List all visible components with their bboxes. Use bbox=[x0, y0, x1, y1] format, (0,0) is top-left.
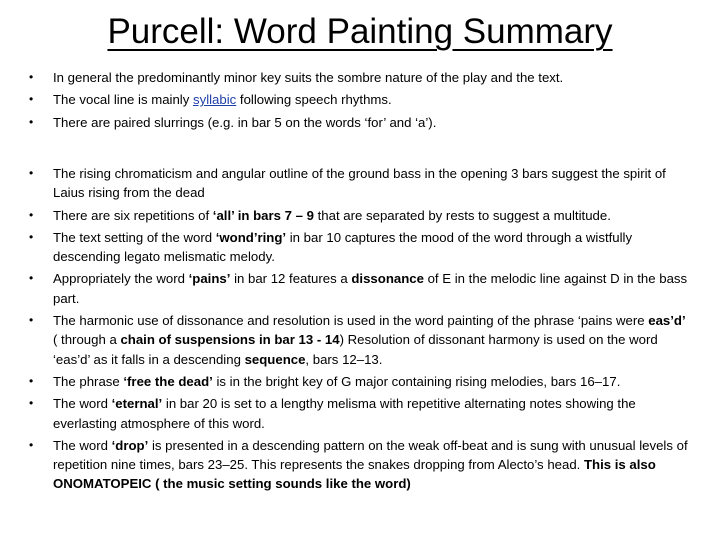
text-run: in bar 20 is set to a lengthy melisma with repetitive alternating notes showing the everlasting atmosphere of this word. bbox=[53, 396, 636, 431]
item-text bbox=[53, 313, 686, 367]
text-run: There are paired slurrings (e.g. in bar 5 on the words ‘for’ and ‘a’). bbox=[53, 114, 437, 130]
item-text bbox=[53, 92, 392, 107]
emphasis-text: ‘drop’ bbox=[111, 437, 149, 453]
bullet-icon: • bbox=[29, 207, 34, 222]
text-run: following speech rhythms. bbox=[236, 92, 392, 108]
bullet-icon: • bbox=[29, 313, 34, 328]
text-run: is in the bright key of G major containing rising melodies, bars 16–17. bbox=[212, 373, 621, 389]
list-item bbox=[29, 269, 689, 308]
text-run: The word bbox=[53, 437, 112, 453]
list-item bbox=[29, 113, 689, 132]
emphasis-text: ‘all’ in bars 7 – 9 bbox=[212, 207, 314, 223]
emphasis-text: sequence bbox=[244, 351, 306, 367]
text-run: in bar 12 features a bbox=[230, 271, 352, 287]
emphasis-text: dissonance bbox=[351, 271, 424, 287]
text-run: of E in the melodic line against D in the bass part. bbox=[53, 271, 688, 306]
text-run: There are six repetitions of bbox=[53, 207, 213, 223]
text-run: , bars 12–13. bbox=[305, 351, 383, 367]
item-text bbox=[53, 208, 611, 223]
list-item bbox=[29, 164, 689, 203]
emphasis-text: ‘free the dead’ bbox=[123, 373, 213, 389]
list-item bbox=[29, 228, 689, 267]
text-run: Appropriately the word bbox=[53, 271, 189, 287]
text-run: ) Resolution of dissonant harmony is used on the word ‘eas’d’ as it falls in a descending bbox=[53, 332, 658, 367]
hyperlink[interactable]: syllabic bbox=[193, 92, 237, 108]
text-run: The harmonic use of dissonance and resolution is used in the word painting of the phrase ‘pains were bbox=[53, 313, 649, 329]
bullet-icon: • bbox=[29, 396, 34, 411]
list-item bbox=[29, 372, 689, 391]
bullet-icon: • bbox=[29, 271, 34, 286]
emphasis-text: ‘pains’ bbox=[188, 271, 231, 287]
item-text bbox=[53, 115, 436, 130]
text-run: The text setting of the word bbox=[53, 229, 216, 245]
text-run: that are separated by rests to suggest a multitude. bbox=[313, 207, 611, 223]
bullet-icon: • bbox=[29, 437, 34, 452]
item-text bbox=[53, 271, 687, 305]
bullet-list-details bbox=[29, 164, 689, 497]
list-item bbox=[29, 206, 689, 225]
emphasis-text: chain of suspensions in bar 13 - 14 bbox=[120, 332, 340, 348]
text-run: The rising chromaticism and angular outline of the ground bass in the opening 3 bars suggest the spirit of Laius rising from the dead bbox=[53, 166, 666, 201]
text-run: The phrase bbox=[53, 373, 124, 389]
item-text bbox=[53, 166, 666, 200]
text-run: The word bbox=[53, 396, 112, 412]
bullet-icon: • bbox=[29, 92, 34, 107]
list-item bbox=[29, 68, 689, 87]
item-text bbox=[53, 374, 620, 389]
bullet-icon: • bbox=[29, 166, 34, 180]
bullet-list-general bbox=[29, 68, 689, 135]
bullet-icon: • bbox=[29, 70, 34, 84]
list-item bbox=[29, 90, 689, 109]
text-run: is presented in a descending pattern on the weak off-beat and is sung with unusual levels of repetition nine times, bars 23–25. This represents the snakes dropping from Alecto’s head. bbox=[53, 437, 688, 473]
bullet-icon: • bbox=[29, 114, 34, 129]
list-item bbox=[29, 436, 689, 494]
text-run: ( through a bbox=[53, 332, 121, 348]
slide-title: Purcell: Word Painting Summary bbox=[107, 12, 613, 51]
text-run: in bar 10 captures the mood of the word through a wistfully descending legato melismatic melody. bbox=[53, 229, 633, 265]
emphasis-text: This is also ONOMATOPEIC ( the music setting sounds like the word) bbox=[53, 457, 656, 492]
emphasis-text: ‘wond’ring’ bbox=[215, 229, 287, 245]
bullet-icon: • bbox=[29, 229, 34, 244]
emphasis-text: ‘eternal’ bbox=[111, 396, 163, 412]
list-item bbox=[29, 311, 689, 369]
emphasis-text: eas’d’ bbox=[648, 313, 686, 329]
bullet-icon: • bbox=[29, 373, 34, 388]
list-item bbox=[29, 394, 689, 433]
text-run: The vocal line is mainly bbox=[53, 92, 193, 108]
text-run: In general the predominantly minor key suits the sombre nature of the play and the text. bbox=[53, 70, 564, 85]
item-text bbox=[53, 230, 632, 264]
item-text bbox=[53, 70, 563, 85]
item-text bbox=[53, 438, 688, 492]
item-text bbox=[53, 396, 636, 430]
